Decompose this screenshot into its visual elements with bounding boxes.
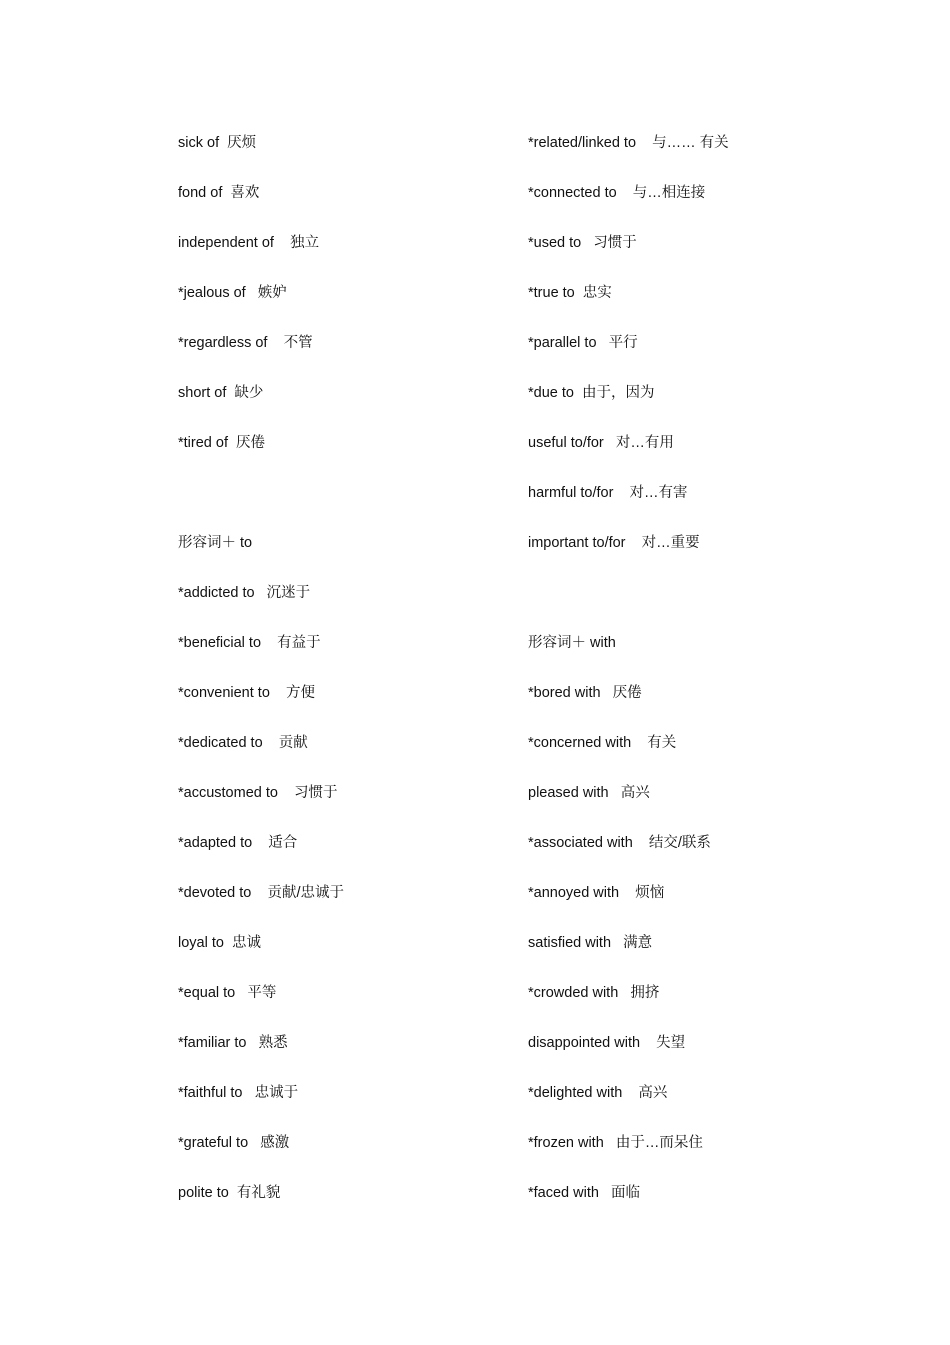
blank-line bbox=[178, 483, 508, 533]
vocab-entry: *accustomed to 习惯于 bbox=[178, 785, 338, 801]
vocab-entry: sick of 厌烦 bbox=[178, 135, 257, 151]
vocab-entry: *familiar to 熟悉 bbox=[178, 1035, 288, 1051]
vocab-entry: *equal to 平等 bbox=[178, 985, 277, 1001]
vocab-entry: pleased with 高兴 bbox=[528, 785, 650, 801]
vocab-entry: *dedicated to 贡献 bbox=[178, 735, 308, 751]
vocab-entry: *concerned with 有关 bbox=[528, 735, 677, 751]
vocab-entry: *connected to 与…相连接 bbox=[528, 185, 706, 201]
vocab-entry: *beneficial to 有益于 bbox=[178, 635, 321, 651]
vocab-entry: harmful to/for 对…有害 bbox=[528, 485, 688, 501]
vocab-entry: *delighted with 高兴 bbox=[528, 1085, 668, 1101]
vocab-entry: short of 缺少 bbox=[178, 385, 264, 401]
vocab-entry: *adapted to 适合 bbox=[178, 835, 298, 851]
vocab-entry: *crowded with 拥挤 bbox=[528, 985, 660, 1001]
vocab-entry: *frozen with 由于…而呆住 bbox=[528, 1135, 703, 1151]
vocab-entry: *used to 习惯于 bbox=[528, 235, 637, 251]
section-heading-adj-with: 形容词＋ with bbox=[528, 635, 616, 651]
vocab-entry: *due to 由于，因为 bbox=[528, 385, 655, 401]
vocab-entry: satisfied with 满意 bbox=[528, 935, 653, 951]
vocab-entry: *parallel to 平行 bbox=[528, 335, 638, 351]
blank-line bbox=[528, 583, 858, 633]
vocab-entry: *annoyed with 烦恼 bbox=[528, 885, 665, 901]
vocab-entry: *addicted to 沉迷于 bbox=[178, 585, 311, 601]
vocab-entry: *associated with 结交/联系 bbox=[528, 835, 711, 851]
vocab-entry: useful to/for 对…有用 bbox=[528, 435, 674, 451]
vocab-entry: *devoted to 贡献/忠诚于 bbox=[178, 885, 345, 901]
vocab-entry: *related/linked to 与…… 有关 bbox=[528, 135, 729, 151]
vocab-entry: important to/for 对…重要 bbox=[528, 535, 700, 551]
vocab-entry: *bored with 厌倦 bbox=[528, 685, 642, 701]
vocab-entry: *jealous of 嫉妒 bbox=[178, 285, 287, 301]
vocab-entry: fond of 喜欢 bbox=[178, 185, 260, 201]
vocab-entry: disappointed with 失望 bbox=[528, 1035, 686, 1051]
right-column bbox=[528, 133, 858, 1233]
vocab-entry: independent of 独立 bbox=[178, 235, 320, 251]
vocab-entry: *regardless of 不管 bbox=[178, 335, 313, 351]
vocab-entry: polite to 有礼貌 bbox=[178, 1185, 281, 1201]
section-heading-adj-to: 形容词＋ to bbox=[178, 535, 253, 551]
vocab-entry: *true to 忠实 bbox=[528, 285, 612, 301]
vocab-entry: *convenient to 方便 bbox=[178, 685, 316, 701]
vocab-entry: *faced with 面临 bbox=[528, 1185, 641, 1201]
left-column bbox=[178, 133, 508, 1233]
vocab-entry: loyal to 忠诚 bbox=[178, 935, 261, 951]
vocab-entry: *grateful to 感激 bbox=[178, 1135, 290, 1151]
vocab-entry: *tired of 厌倦 bbox=[178, 435, 266, 451]
vocab-entry: *faithful to 忠诚于 bbox=[178, 1085, 299, 1101]
